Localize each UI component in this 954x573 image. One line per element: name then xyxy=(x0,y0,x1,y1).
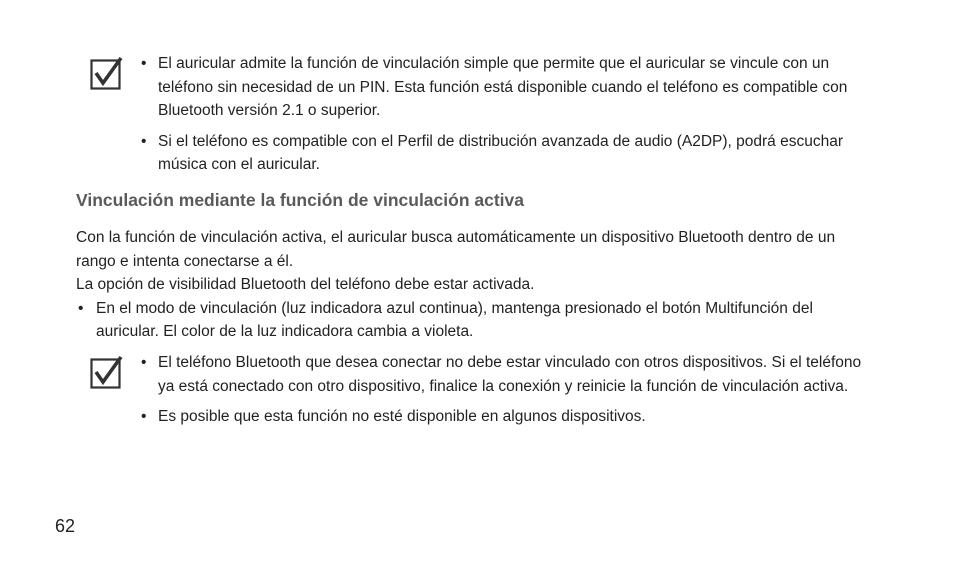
body-paragraph: La opción de visibilidad Bluetooth del teléfono debe estar activada. xyxy=(76,276,535,293)
step-item: • En el modo de vinculación (luz indicadora azul continua), mantenga presionado el botón Multifunción del auricular. El color de la luz indicadora cambia a violeta. xyxy=(96,297,856,344)
section-heading: Vinculación mediante la función de vinculación activa xyxy=(76,190,524,210)
section-body xyxy=(76,226,856,344)
note-box-pairing xyxy=(88,52,868,184)
step-list xyxy=(76,297,856,344)
page-number: 62 xyxy=(55,516,76,536)
note-item: • El teléfono Bluetooth que desea conectar no debe estar vinculado con otros dispositivos. Si el teléfono ya está conectado con otro dispositivo, finalice la conexión y reinicie la función de vinculación activa. xyxy=(158,351,868,398)
checkbox-check-icon xyxy=(90,56,124,90)
checkbox-check-icon xyxy=(90,355,124,389)
note-item: • Si el teléfono es compatible con el Perfil de distribución avanzada de audio (A2DP), podrá escuchar música con el auricular. xyxy=(158,130,868,177)
note-list xyxy=(88,351,868,429)
note-list xyxy=(88,52,868,177)
note-item: • El auricular admite la función de vinculación simple que permite que el auricular se vincule con un teléfono sin necesidad de un PIN. Esta función está disponible cuando el teléfono es compatible con Bluetooth versión 2.1 o superior. xyxy=(158,52,868,123)
note-box-active-pairing xyxy=(88,351,868,436)
note-item: • Es posible que esta función no esté disponible en algunos dispositivos. xyxy=(158,405,868,429)
body-paragraph: Con la función de vinculación activa, el auricular busca automáticamente un dispositivo Bluetooth dentro de un rango e intenta conectarse a él. xyxy=(76,229,836,270)
